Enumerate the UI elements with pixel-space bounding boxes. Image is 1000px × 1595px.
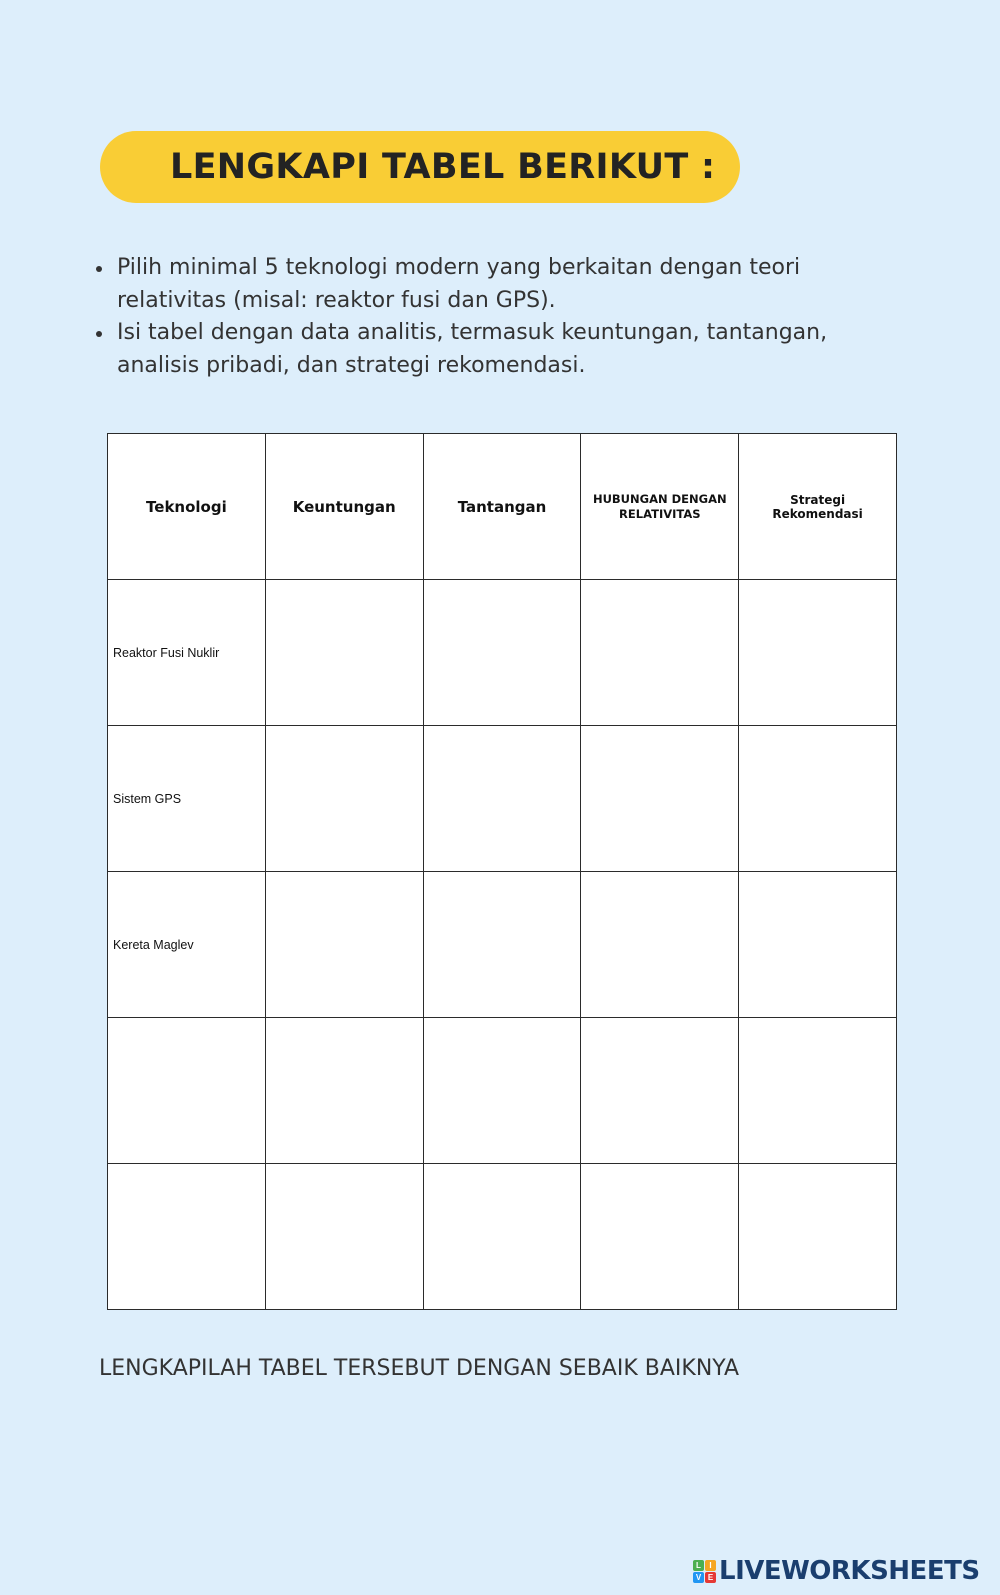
table-cell-teknologi: Reaktor Fusi Nuklir xyxy=(108,580,266,726)
table-cell[interactable] xyxy=(739,1018,897,1164)
header-teknologi: Teknologi xyxy=(108,434,266,580)
liveworksheets-logo-icon xyxy=(693,1560,716,1583)
logo-tile-e: E xyxy=(705,1572,716,1583)
table-cell[interactable] xyxy=(581,872,739,1018)
instruction-item: Isi tabel dengan data analitis, termasuk keuntungan, tantangan, analisis pribadi, dan strategi rekomendasi. xyxy=(90,317,910,382)
table-row xyxy=(108,726,897,872)
table-cell[interactable] xyxy=(265,580,423,726)
instruction-item: Pilih minimal 5 teknologi modern yang berkaitan dengan teori relativitas (misal: reaktor fusi dan GPS). xyxy=(90,252,910,317)
worksheet-table xyxy=(107,433,897,1310)
logo-tile-i: I xyxy=(705,1560,716,1571)
table-cell[interactable] xyxy=(265,726,423,872)
table-cell[interactable] xyxy=(423,1018,581,1164)
logo-tile-v: V xyxy=(693,1572,704,1583)
table-cell[interactable] xyxy=(423,872,581,1018)
table-cell[interactable] xyxy=(739,872,897,1018)
table-cell-teknologi: Sistem GPS xyxy=(108,726,266,872)
table-cell[interactable] xyxy=(423,1164,581,1310)
table-cell[interactable] xyxy=(739,580,897,726)
table-cell[interactable] xyxy=(581,1018,739,1164)
page-title: LENGKAPI TABEL BERIKUT : xyxy=(170,147,716,187)
table-cell-teknologi[interactable] xyxy=(108,1018,266,1164)
instructions-list xyxy=(90,252,910,382)
table-cell[interactable] xyxy=(265,872,423,1018)
table-cell-teknologi[interactable] xyxy=(108,1164,266,1310)
table-row xyxy=(108,872,897,1018)
header-hubungan-relativitas: HUBUNGAN DENGAN RELATIVITAS xyxy=(581,434,739,580)
table-cell[interactable] xyxy=(739,726,897,872)
table-cell[interactable] xyxy=(265,1018,423,1164)
table-row xyxy=(108,580,897,726)
table-cell[interactable] xyxy=(739,1164,897,1310)
liveworksheets-logo-text: LIVEWORKSHEETS xyxy=(719,1556,980,1586)
title-banner xyxy=(100,131,740,203)
header-tantangan: Tantangan xyxy=(423,434,581,580)
liveworksheets-logo xyxy=(693,1556,980,1586)
table-header-row xyxy=(108,434,897,580)
table-row xyxy=(108,1164,897,1310)
table-cell[interactable] xyxy=(423,726,581,872)
logo-tile-l: L xyxy=(693,1560,704,1571)
table-row xyxy=(108,1018,897,1164)
header-strategi-rekomendasi: Strategi Rekomendasi xyxy=(739,434,897,580)
table-cell[interactable] xyxy=(423,580,581,726)
table-cell-teknologi: Kereta Maglev xyxy=(108,872,266,1018)
table-cell[interactable] xyxy=(581,726,739,872)
table-cell[interactable] xyxy=(265,1164,423,1310)
footer-instruction: LENGKAPILAH TABEL TERSEBUT DENGAN SEBAIK BAIKNYA xyxy=(99,1356,740,1381)
header-keuntungan: Keuntungan xyxy=(265,434,423,580)
table-cell[interactable] xyxy=(581,1164,739,1310)
table-cell[interactable] xyxy=(581,580,739,726)
